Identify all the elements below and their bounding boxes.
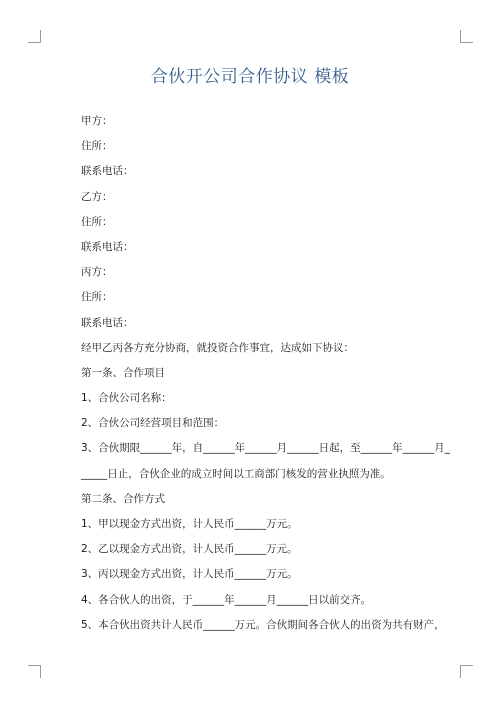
article-2-item-4: 4、各合伙人的出资，于______年______月______日以前交齐。	[81, 593, 372, 606]
article-1-item-1: 1、合伙公司名称：	[81, 392, 172, 405]
party-b-label: 乙方：	[81, 190, 113, 203]
article-2-item-5: 5、本合伙出资共计人民币______万元。合伙期间各合伙人的出资为共有财产，	[81, 618, 445, 631]
article-1-item-3-continued: _____日止，合伙企业的成立时间以工商部门核发的营业执照为准。	[81, 467, 391, 480]
corner-mark-bottom-left	[28, 665, 41, 678]
party-a-phone-label: 联系电话：	[81, 165, 134, 178]
article-2-item-3: 3、丙以现金方式出资，计人民币______万元。	[81, 568, 298, 581]
article-1-item-2: 2、合伙公司经营项目和范围：	[81, 417, 225, 430]
document-title: 合伙开公司合作协议 模板	[150, 67, 350, 87]
party-b-phone-label: 联系电话：	[81, 240, 134, 253]
party-a-address-label: 住所：	[81, 140, 113, 153]
agreement-intro: 经甲乙丙各方充分协商，就投资合作事宜，达成如下协议：	[81, 341, 354, 354]
article-2-item-1: 1、甲以现金方式出资，计人民币______万元。	[81, 518, 298, 530]
party-b-address-label: 住所：	[81, 215, 113, 228]
article-2-heading: 第二条、合作方式	[81, 492, 165, 505]
party-c-phone-label: 联系电话：	[81, 316, 134, 329]
corner-mark-bottom-right	[460, 665, 473, 678]
article-1-item-3: 3、合伙期限______年，自______年______月______日起，至______年______月_	[81, 442, 450, 455]
document-body	[81, 112, 450, 641]
article-1-heading: 第一条、合作项目	[81, 366, 165, 379]
article-2-item-2: 2、乙以现金方式出资，计人民币______万元。	[81, 543, 298, 556]
party-c-address-label: 住所：	[81, 291, 113, 304]
party-c-label: 丙方：	[81, 266, 113, 279]
corner-mark-top-right	[460, 30, 473, 43]
party-a-label: 甲方：	[81, 115, 113, 127]
corner-mark-top-left	[28, 30, 41, 43]
